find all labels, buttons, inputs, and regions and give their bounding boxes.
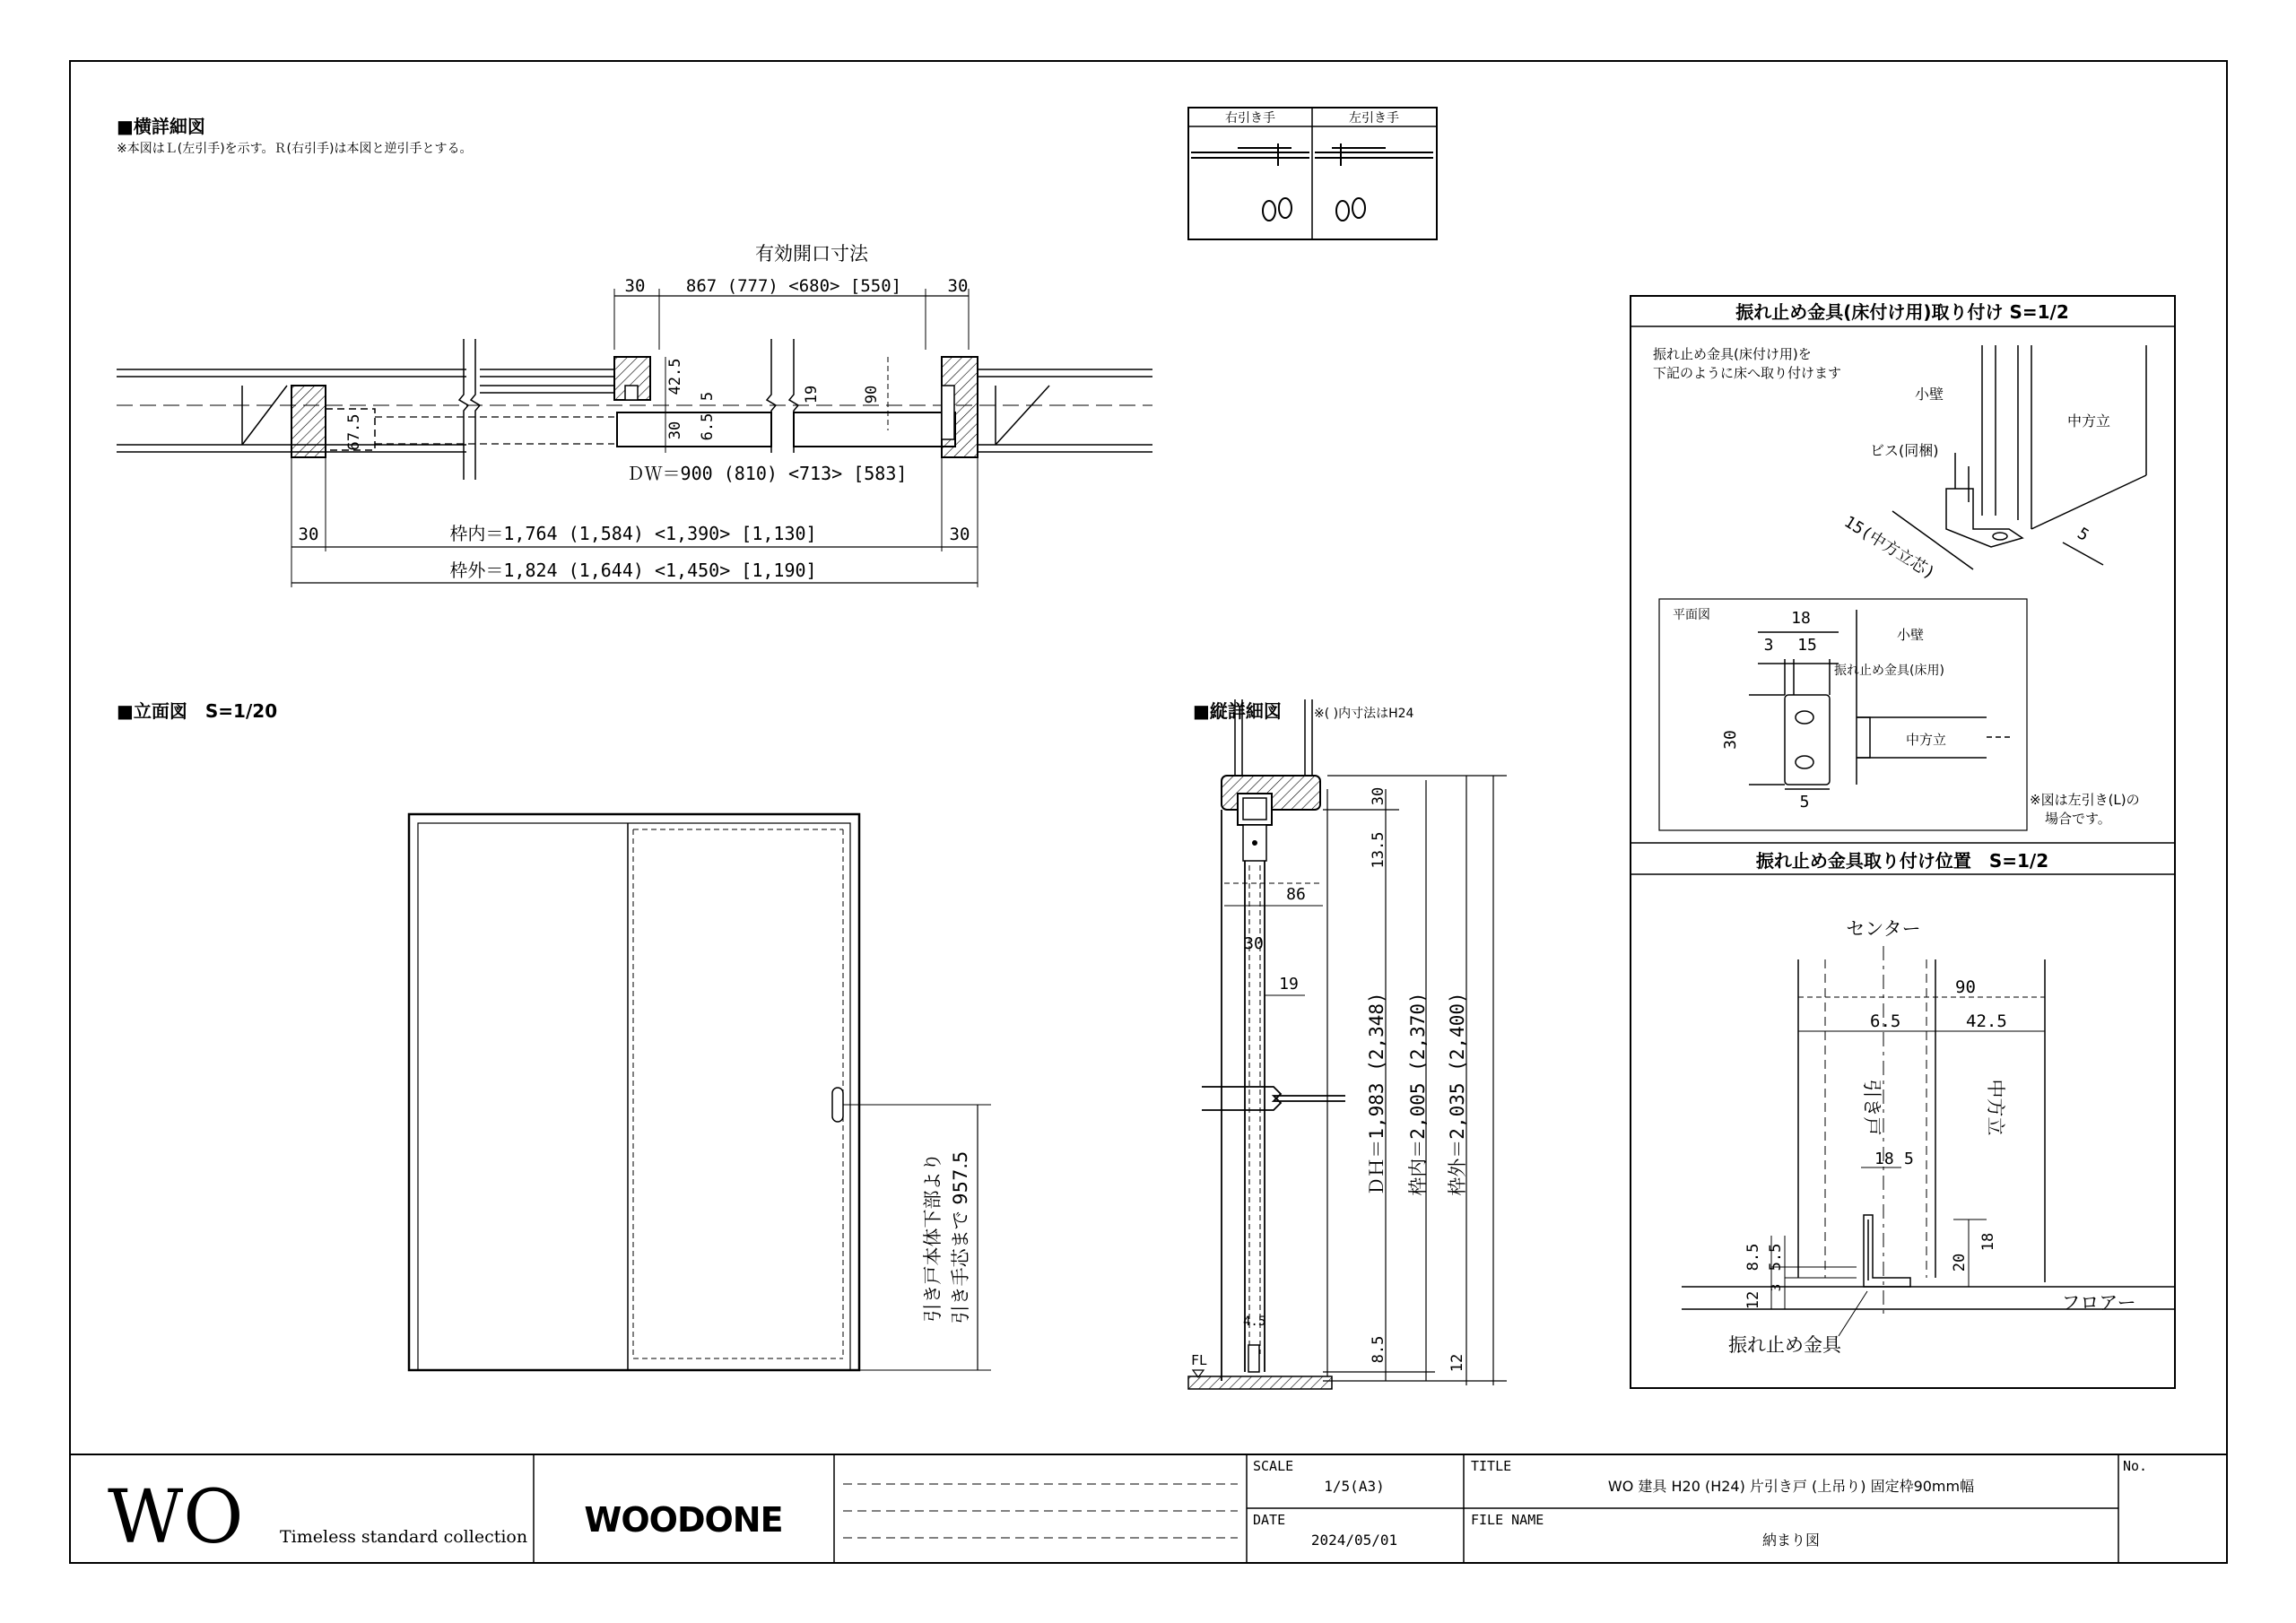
stopper-note-1: 振れ止め金具(床付け用)を — [1653, 346, 1812, 362]
handing-box — [1188, 108, 1437, 239]
sp-d18: 18 — [1874, 1150, 1894, 1168]
plan-heading: ■横詳細図 — [117, 116, 205, 137]
top-dim-left: 30 — [624, 276, 646, 296]
plan-note: ※本図はＬ(左引手)を示す。Ｒ(右引手)は本図と逆引手とする。 — [117, 142, 473, 156]
vs-v13-5: 13.5 — [1370, 831, 1387, 869]
handle-note-2: 引き手芯まで 957.5 — [950, 1150, 971, 1324]
dim-90: 90 — [863, 385, 881, 404]
vs-v8-5: 8.5 — [1370, 1335, 1387, 1364]
dim-67-5: 67.5 — [345, 413, 363, 451]
fl-label: FL — [1191, 1352, 1208, 1368]
vertical-note: ※( )内寸法はH24 — [1314, 707, 1414, 721]
vs-dim-30: 30 — [1244, 934, 1264, 953]
top-dim-right: 30 — [947, 276, 969, 296]
stopper-install-title: 振れ止め金具(床付け用)取り付け S=1/2 — [1735, 301, 2069, 323]
title-value: WO 建具 H20 (H24) 片引き戸 (上吊り) 固定枠90mm幅 — [1607, 1478, 1975, 1495]
sp-d6-5: 6.5 — [1870, 1011, 1901, 1031]
plan-p18: 18 — [1791, 609, 1811, 628]
plan-kokabe: 小壁 — [1897, 627, 1925, 643]
dim-5: 5 — [699, 391, 717, 402]
vertical-section — [1188, 699, 1507, 1389]
plan-p5: 5 — [1799, 793, 1810, 812]
elevation — [117, 700, 991, 1370]
stopper-remark-2: 場合です。 — [2045, 811, 2111, 827]
sp-d20: 20 — [1951, 1253, 1969, 1272]
plan-section — [117, 116, 1152, 587]
series-caption: Timeless standard collection — [280, 1527, 528, 1547]
scale-value: 1/5(A3) — [1324, 1478, 1385, 1495]
stopper-install-panel — [1631, 296, 2175, 1388]
stopper-dim-5: 5 — [2074, 524, 2092, 545]
sp-bracket: 振れ止め金具 — [1728, 1334, 1841, 1356]
plan-inset-label: 平面図 — [1673, 608, 1710, 622]
sp-d5: 5 — [1904, 1150, 1914, 1168]
sp-d8-5: 8.5 — [1744, 1243, 1762, 1271]
top-dim-main: 867 (777) <680> [550] — [685, 276, 902, 296]
sp-d3: 3 — [1770, 1283, 1784, 1292]
scale-label: SCALE — [1253, 1458, 1294, 1474]
brand-logo: WOODONE — [584, 1500, 783, 1540]
vs-dh: ＤＨ＝1,983 (2,348) — [1366, 992, 1387, 1196]
sp-d12: 12 — [1744, 1290, 1762, 1310]
sp-door: 引き戸 — [1861, 1079, 1883, 1136]
handing-right-label: 右引き手 — [1225, 111, 1275, 126]
outer-dim-main: 枠外＝1,824 (1,644) <1,450> [1,190] — [449, 560, 817, 581]
stopper-kokabe: 小壁 — [1915, 386, 1944, 403]
vs-dim-86: 86 — [1286, 885, 1306, 904]
inner-dim-left: 30 — [298, 525, 319, 544]
sp-d90: 90 — [1955, 977, 1976, 997]
vs-dim-19: 19 — [1279, 975, 1299, 994]
stopper-note-2: 下記のように床へ取り付けます — [1653, 365, 1842, 381]
stopper-screw: ビス(同梱) — [1870, 442, 1939, 459]
date-value: 2024/05/01 — [1310, 1532, 1398, 1549]
dim-6-5: 6.5 — [699, 412, 717, 441]
vs-outer: 枠外＝2,035 (2,400) — [1447, 992, 1468, 1196]
title-label: TITLE — [1471, 1458, 1512, 1474]
no-label: No. — [2123, 1458, 2148, 1474]
vs-v12: 12 — [1448, 1353, 1466, 1373]
elevation-heading: ■立面図 S=1/20 — [117, 700, 278, 722]
handing-left-label: 左引き手 — [1349, 111, 1399, 126]
handle-note-1: 引き戸本体下部より — [922, 1152, 944, 1323]
stopper-nakahodate: 中方立 — [2067, 412, 2111, 430]
series-logo: WO — [108, 1475, 244, 1560]
inner-dim-main: 枠内＝1,764 (1,584) <1,390> [1,130] — [449, 523, 817, 544]
sp-d42-5: 42.5 — [1966, 1011, 2007, 1031]
vs-dim-4-5: 4.5 — [1243, 1315, 1266, 1329]
plan-nakahodate: 中方立 — [1906, 732, 1947, 748]
dw-dim: ＤＷ＝900 (810) <713> [583] — [626, 463, 908, 484]
center-label: センター — [1846, 918, 1921, 940]
sp-d5-5: 5.5 — [1767, 1243, 1785, 1271]
title-block — [70, 1454, 2227, 1563]
plan-p30: 30 — [1721, 730, 1740, 750]
plan-p15: 15 — [1797, 636, 1817, 655]
inner-dim-right: 30 — [949, 525, 970, 544]
stopper-dim-15: 15(中方立芯) — [1840, 512, 1939, 584]
vs-inner: 枠内＝2,005 (2,370) — [1407, 992, 1429, 1196]
sp-floor: フロアー — [2061, 1292, 2136, 1314]
dim-19: 19 — [803, 385, 821, 404]
plan-bracket: 振れ止め金具(床用) — [1834, 664, 1944, 678]
vs-v30: 30 — [1370, 786, 1387, 806]
vertical-heading: ■縦詳細図 — [1193, 700, 1282, 722]
sp-mullion: 中方立 — [1985, 1079, 2006, 1136]
file-value: 納まり図 — [1761, 1532, 1821, 1549]
dim-42-5: 42.5 — [666, 358, 684, 395]
stopper-remark-1: ※図は左引き(L)の — [2030, 792, 2140, 808]
stopper-position-title: 振れ止め金具取り付け位置 S=1/2 — [1755, 850, 2049, 872]
door-handle — [832, 1088, 843, 1122]
opening-title: 有効開口寸法 — [755, 243, 868, 265]
dim-30: 30 — [666, 421, 684, 440]
sp-d18b: 18 — [1979, 1232, 1997, 1252]
file-label: FILE NAME — [1471, 1512, 1544, 1528]
plan-p3: 3 — [1763, 636, 1774, 655]
date-label: DATE — [1253, 1512, 1286, 1528]
sheet-border — [70, 61, 2227, 1563]
